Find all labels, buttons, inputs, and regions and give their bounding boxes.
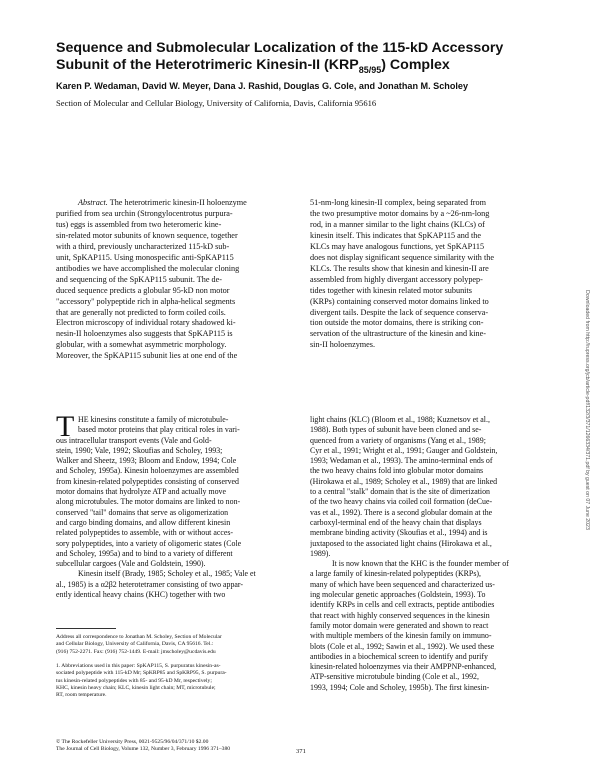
body-line: It is now known that the KHC is the founder member of bbox=[332, 559, 509, 569]
footnote-line: KHC, kinesin heavy chain; KLC, kinesin light chain; MT, microtubule; bbox=[56, 685, 216, 692]
body-line: quenced from a variety of organisms (Yang et al., 1989; bbox=[310, 435, 486, 445]
body-line: conserved "tail" domains that serve as oligomerization bbox=[56, 507, 229, 517]
body-line: light chains (KLC) (Bloom et al., 1988; Kuznetsov et al., bbox=[310, 415, 490, 424]
abstract-line: Electron microscopy of individual rotary shadowed ki- bbox=[56, 318, 236, 328]
download-watermark-text: Downloaded from http://rupress.org/jcb/article-pdf/132/3/371/1266334/371.pdf by guest on 07 June 2023 bbox=[584, 290, 590, 530]
body-line: Walker and Sheetz, 1993; Bloom and Endow, 1994; Cole bbox=[56, 456, 237, 466]
abstract-line: (KRPs) containing conserved motor domains linked to bbox=[310, 296, 489, 306]
footnote-line: sociated polypeptide with 115-kD Mr; SpKRP85 and SpKRP95, S. purpura- bbox=[56, 670, 227, 677]
body-line: of the two heavy chains via coiled coil formation (deCue- bbox=[310, 497, 493, 507]
body-line: to a central "stalk" domain that is the site of dimerization bbox=[310, 487, 490, 497]
abstract-right-column bbox=[310, 198, 546, 351]
abstract-line: duced sequence predicts a globular 95-kD non motor bbox=[56, 285, 230, 295]
body-line: and cargo binding domains, and allow different kinesin bbox=[56, 517, 231, 527]
body-line: ing molecular genetic approaches (Goldstein, 1993). To bbox=[310, 590, 486, 600]
page-number: 371 bbox=[296, 748, 306, 755]
body-line: membrane binding activity (Skoufias et al., 1994) and is bbox=[310, 528, 488, 538]
body-line: sory polypeptides, into a variety of oligomeric states (Cole bbox=[56, 538, 242, 548]
journal-footer bbox=[56, 739, 230, 754]
abstract-line: unit, SpKAP115. Using monospecific anti-SpKAP115 bbox=[56, 252, 234, 262]
abstract-line: with a third, previously uncharacterized 115-kD sub- bbox=[56, 241, 230, 251]
body-line: ently identical heavy chains (KHC) together with two bbox=[56, 590, 226, 600]
body-line: 1993; Wedaman et al., 1993). The amino-terminal ends of bbox=[310, 456, 493, 466]
abstract-line: tides together with kinesin related motor subunits bbox=[310, 285, 472, 295]
title-line-2: Subunit of the Heterotrimeric Kinesin-II $(KRP_{85/95})$ Complex bbox=[56, 57, 450, 75]
abstract-label: Abstract. bbox=[78, 198, 108, 207]
abstract-line: purified from sea urchin (Strongylocentrotus purpura- bbox=[56, 208, 233, 218]
abstract-line: and sequencing of the SpKAP115 subunit. The de- bbox=[56, 274, 223, 284]
abstract-line: Moreover, the SpKAP115 subunit lies at one end of the bbox=[56, 351, 238, 361]
body-line: 1988). Both types of subunit have been cloned and se- bbox=[310, 425, 482, 435]
body-line: family motor domain were generated and shown to react bbox=[310, 620, 489, 630]
footnote-line: Address all correspondence to Jonathan M. Scholey, Section of Molecular bbox=[56, 634, 222, 640]
footer-lines bbox=[56, 739, 230, 754]
body-line: juxtaposed to the associated light chains (Hirokawa et al., bbox=[310, 538, 492, 548]
abstract-left-lines bbox=[56, 209, 292, 362]
abstract-line: servation of the ultrastructure of the kinesin and kine- bbox=[310, 329, 486, 339]
body-right-lines bbox=[310, 415, 546, 693]
affiliation: Section of Molecular and Cellular Biology, University of California, Davis, California 95616 bbox=[56, 98, 377, 108]
body-line: Cyr et al., 1991; Wright et al., 1991; Gauger and Goldstein, bbox=[310, 445, 498, 455]
abstract-line: sin-related motor subunits of known sequence, together bbox=[56, 230, 238, 240]
body-line: carboxyl-terminal end of the heavy chain that displays bbox=[310, 517, 482, 527]
abstract-line: that are generally not predicted to form coiled coils. bbox=[56, 307, 226, 317]
footnote-line: (916) 752-2271. Fax: (916) 752-1449. E-mail: jmscholey@ucdavis.edu bbox=[56, 648, 216, 655]
abstract-line: globular, with a somewhat asymmetric morphology. bbox=[56, 340, 227, 350]
body-line: ATP-sensitive microtubule binding (Cole et al., 1992, bbox=[310, 672, 479, 682]
abstract-line: tion outside the motor domains, there is striking con- bbox=[310, 318, 484, 328]
body-line: vas et al., 1992). There is a second globular domain at the bbox=[310, 507, 493, 517]
abstract-line: divergent tails. Despite the lack of sequence conserva- bbox=[310, 307, 489, 317]
footnote-divider bbox=[56, 628, 116, 629]
body-line: blots (Cole et al., 1992; Sawin et al., 1992). We used these bbox=[310, 641, 495, 651]
body-line: stein, 1990; Vale, 1992; Skoufias and Scholey, 1993; bbox=[56, 445, 223, 455]
body-line: many of which have been sequenced and characterized us- bbox=[310, 579, 495, 589]
article-title bbox=[56, 40, 526, 79]
footer-line: © The Rockefeller University Press, 0021-9525/96/04/371/10 $2.00 bbox=[56, 739, 209, 745]
abstract-line: assembled from highly divergant accessory polypep- bbox=[310, 274, 483, 284]
abstract-line: does not display significant sequence similarity with the bbox=[310, 252, 494, 262]
body-line: motor domains that hydrolyze ATP and actually move bbox=[56, 487, 226, 497]
body-right-column bbox=[310, 415, 546, 693]
body-left-lines bbox=[56, 410, 292, 600]
footnote-line: and Cellular Biology, University of California, Davis, CA 95616. Tel.: bbox=[56, 641, 214, 648]
body-left-column bbox=[56, 410, 292, 600]
footer-line: The Journal of Cell Biology, Volume 132, Number 3, February 1996 371–380 bbox=[56, 746, 231, 753]
body-line: antibodies in a biochemical screen to identify and purify bbox=[310, 651, 488, 661]
body-line: with multiple members of the kinesin family on immuno- bbox=[310, 631, 492, 641]
body-line: subcellular cargoes (Vale and Goldstein, 1990). bbox=[56, 559, 206, 569]
abstract-line: rod, in a manner similar to the light chains (KLCs) of bbox=[310, 219, 485, 229]
abstract-first-line: Abstract. The heterotrimeric kinesin-II holoenzyme bbox=[78, 198, 247, 207]
author-list: Karen P. Wedaman, David W. Meyer, Dana J. Rashid, Douglas G. Cole, and Jonathan M. Scholey bbox=[56, 81, 469, 91]
abstract-line: nesin-II holoenzymes also suggests that SpKAP115 is bbox=[56, 329, 233, 339]
body-line: kinesin-related holoenzymes via their AMPPNP-enhanced, bbox=[310, 662, 497, 672]
body-line: based motor proteins that play critical roles in vari- bbox=[78, 425, 240, 435]
drop-cap: T bbox=[56, 410, 75, 443]
body-line: that react with highly conserved sequences in the kinesin bbox=[310, 610, 490, 620]
abstract-line: "accessory" polypeptide rich in alpha-helical segments bbox=[56, 296, 236, 306]
abstract-line: sin-II holoenzymes. bbox=[310, 340, 376, 350]
abstract-line: kinesin itself. This indicates that SpKAP115 and the bbox=[310, 230, 482, 240]
body-line: ous intracellular transport events (Vale and Gold- bbox=[56, 435, 212, 445]
download-watermark bbox=[582, 140, 592, 680]
abstract-line: the two presumptive motor domains by a ~26-nm-long bbox=[310, 208, 490, 218]
abstract-right-lines bbox=[310, 198, 546, 351]
footnote-line: 1. Abbreviations used in this paper: SpKAP115, S. purpuratus kinesin-as- bbox=[56, 663, 221, 670]
body-line: (Hirokawa et al., 1989; Scholey et al., 1989) that are linked bbox=[310, 476, 498, 486]
body-line: and Scholey, 1995a). Kinesin holoenzymes are assembled bbox=[56, 466, 239, 476]
abstract-line: KLCs. The results show that kinesin and kinesin-II are bbox=[310, 263, 489, 273]
body-line: from kinesin-related polypeptides consisting of conserved bbox=[56, 476, 239, 486]
body-line: the two heavy chains fold into globular motor domains bbox=[310, 466, 484, 476]
body-line: al., 1985) is a α2β2 heterotetramer consisting of two appar- bbox=[56, 579, 244, 589]
footnote-line: tus kinesin-related polypeptides with 85- and 95-kD Mr, respectively; bbox=[56, 677, 212, 684]
footnote-lines bbox=[56, 634, 292, 700]
body-line: related polypeptides to assemble, with or without acces- bbox=[56, 528, 234, 538]
abstract-line: 51-nm-long kinesin-II complex, being separated from bbox=[310, 198, 486, 207]
body-line: and Scholey, 1995a) and to bind to a variety of different bbox=[56, 548, 233, 558]
body-line: identify KRPs in cells and cell extracts, peptide antibodies bbox=[310, 600, 495, 610]
body-line: along microtubules. The motor domains are linked to non- bbox=[56, 497, 241, 507]
abstract-line: tus) eggs is assembled from two heteromeric kine- bbox=[56, 219, 222, 229]
footnotes bbox=[56, 634, 292, 700]
abstract-left-column bbox=[56, 198, 292, 362]
body-line: Kinesin itself (Brady, 1985; Scholey et al., 1985; Vale et bbox=[78, 569, 256, 579]
body-line: a large family of kinesin-related polypeptides (KRPs), bbox=[310, 569, 481, 579]
body-line: 1989). bbox=[310, 548, 331, 558]
abstract-line: KLCs may have analogous functions, yet SpKAP115 bbox=[310, 241, 485, 251]
body-line: 1993, 1994; Cole and Scholey, 1995b). The first kinesin- bbox=[310, 682, 490, 692]
title-line-1: Sequence and Submolecular Localization of the 115-kD Accessory bbox=[56, 40, 504, 56]
footnote-line bbox=[56, 656, 292, 663]
abstract-line: antibodies we have accomplished the molecular cloning bbox=[56, 263, 240, 273]
footnote-line: RT, room temperature. bbox=[56, 692, 107, 699]
body-line: HE kinesins constitute a family of microtubule- bbox=[78, 415, 229, 424]
